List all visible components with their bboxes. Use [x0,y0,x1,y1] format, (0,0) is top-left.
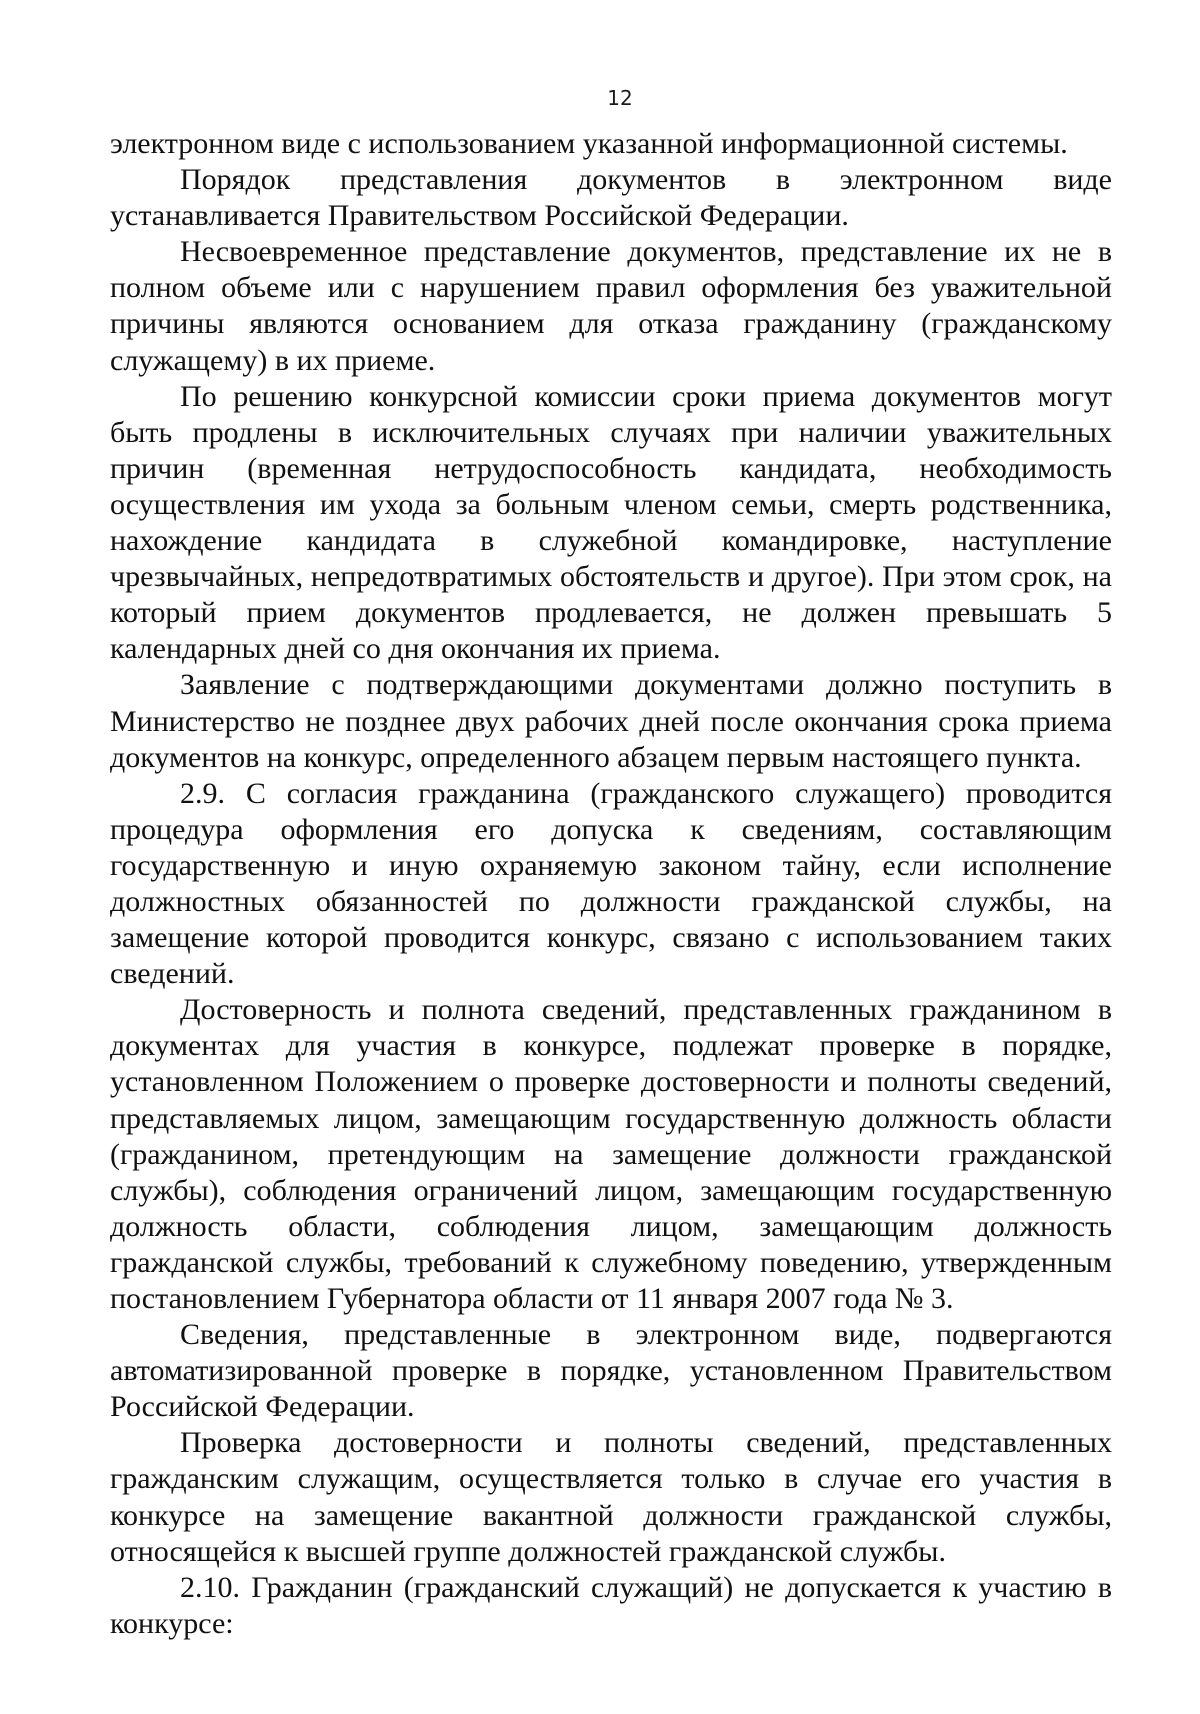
paragraph: Достоверность и полнота сведений, представленных гражданином в документах для участия в конкурсе, подлежат проверке в порядке, установленном Положением о проверке достоверности и полноты сведений, представляемых лицом, замещающим государственную должность области (гражданином, претендующим на замещение должности гражданской службы), соблюдения ограничений лицом, замещающим государственную должность области, соблюдения лицом, замещающим должность гражданской службы, требований к служебному поведению, утвержденным постановлением Губернатора области от 11 января 2007 года № 3. [110,993,1112,1315]
paragraph-continuation: электронном виде с использованием указанной информационной системы. [110,127,1068,160]
paragraph: Проверка достоверности и полноты сведений, представленных гражданским служащим, осуществляется только в случае его участия в конкурсе на замещение вакантной должности гражданской службы, относящейся к высшей группе должностей гражданской службы. [110,1426,1112,1568]
paragraph: Сведения, представленные в электронном виде, подвергаются автоматизированной проверке в порядке, установленном Правительством Российской Федерации. [110,1318,1112,1424]
page-number: 12 [607,86,633,110]
paragraph: Порядок представления документов в электронном виде устанавливается Правительством Российской Федерации. [110,163,1112,233]
document-body [110,126,1112,1642]
paragraph-clause-2-10: 2.10. Гражданин (гражданский служащий) не допускается к участию в конкурсе: [110,1570,1112,1640]
paragraph-clause-2-9: 2.9. С согласия гражданина (гражданского служащего) проводится процедура оформления его допуска к сведениям, составляющим государственную и иную охраняемую законом тайну, если исполнение должностных обязанностей по должности гражданской службы, на замещение которой проводится конкурс, связано с использованием таких сведений. [110,776,1112,991]
paragraph: Заявление с подтверждающими документами должно поступить в Министерство не позднее двух рабочих дней после окончания срока приема документов на конкурс, определенного абзацем первым настоящего пункта. [110,668,1112,774]
paragraph: По решению конкурсной комиссии сроки приема документов могут быть продлены в исключительных случаях при наличии уважительных причин (временная нетрудоспособность кандидата, необходимость осуществления им ухода за больным членом семьи, смерть родственника, нахождение кандидата в служебной командировке, наступление чрезвычайных, непредотвратимых обстоятельств и другое). При этом срок, на который прием документов продлевается, не должен превышать 5 календарных дней со дня окончания их приема. [110,379,1112,666]
paragraph: Несвоевременное представление документов, представление их не в полном объеме или с нарушением правил оформления без уважительной причины являются основанием для отказа гражданину (гражданскому служащему) в их приеме. [110,235,1112,377]
